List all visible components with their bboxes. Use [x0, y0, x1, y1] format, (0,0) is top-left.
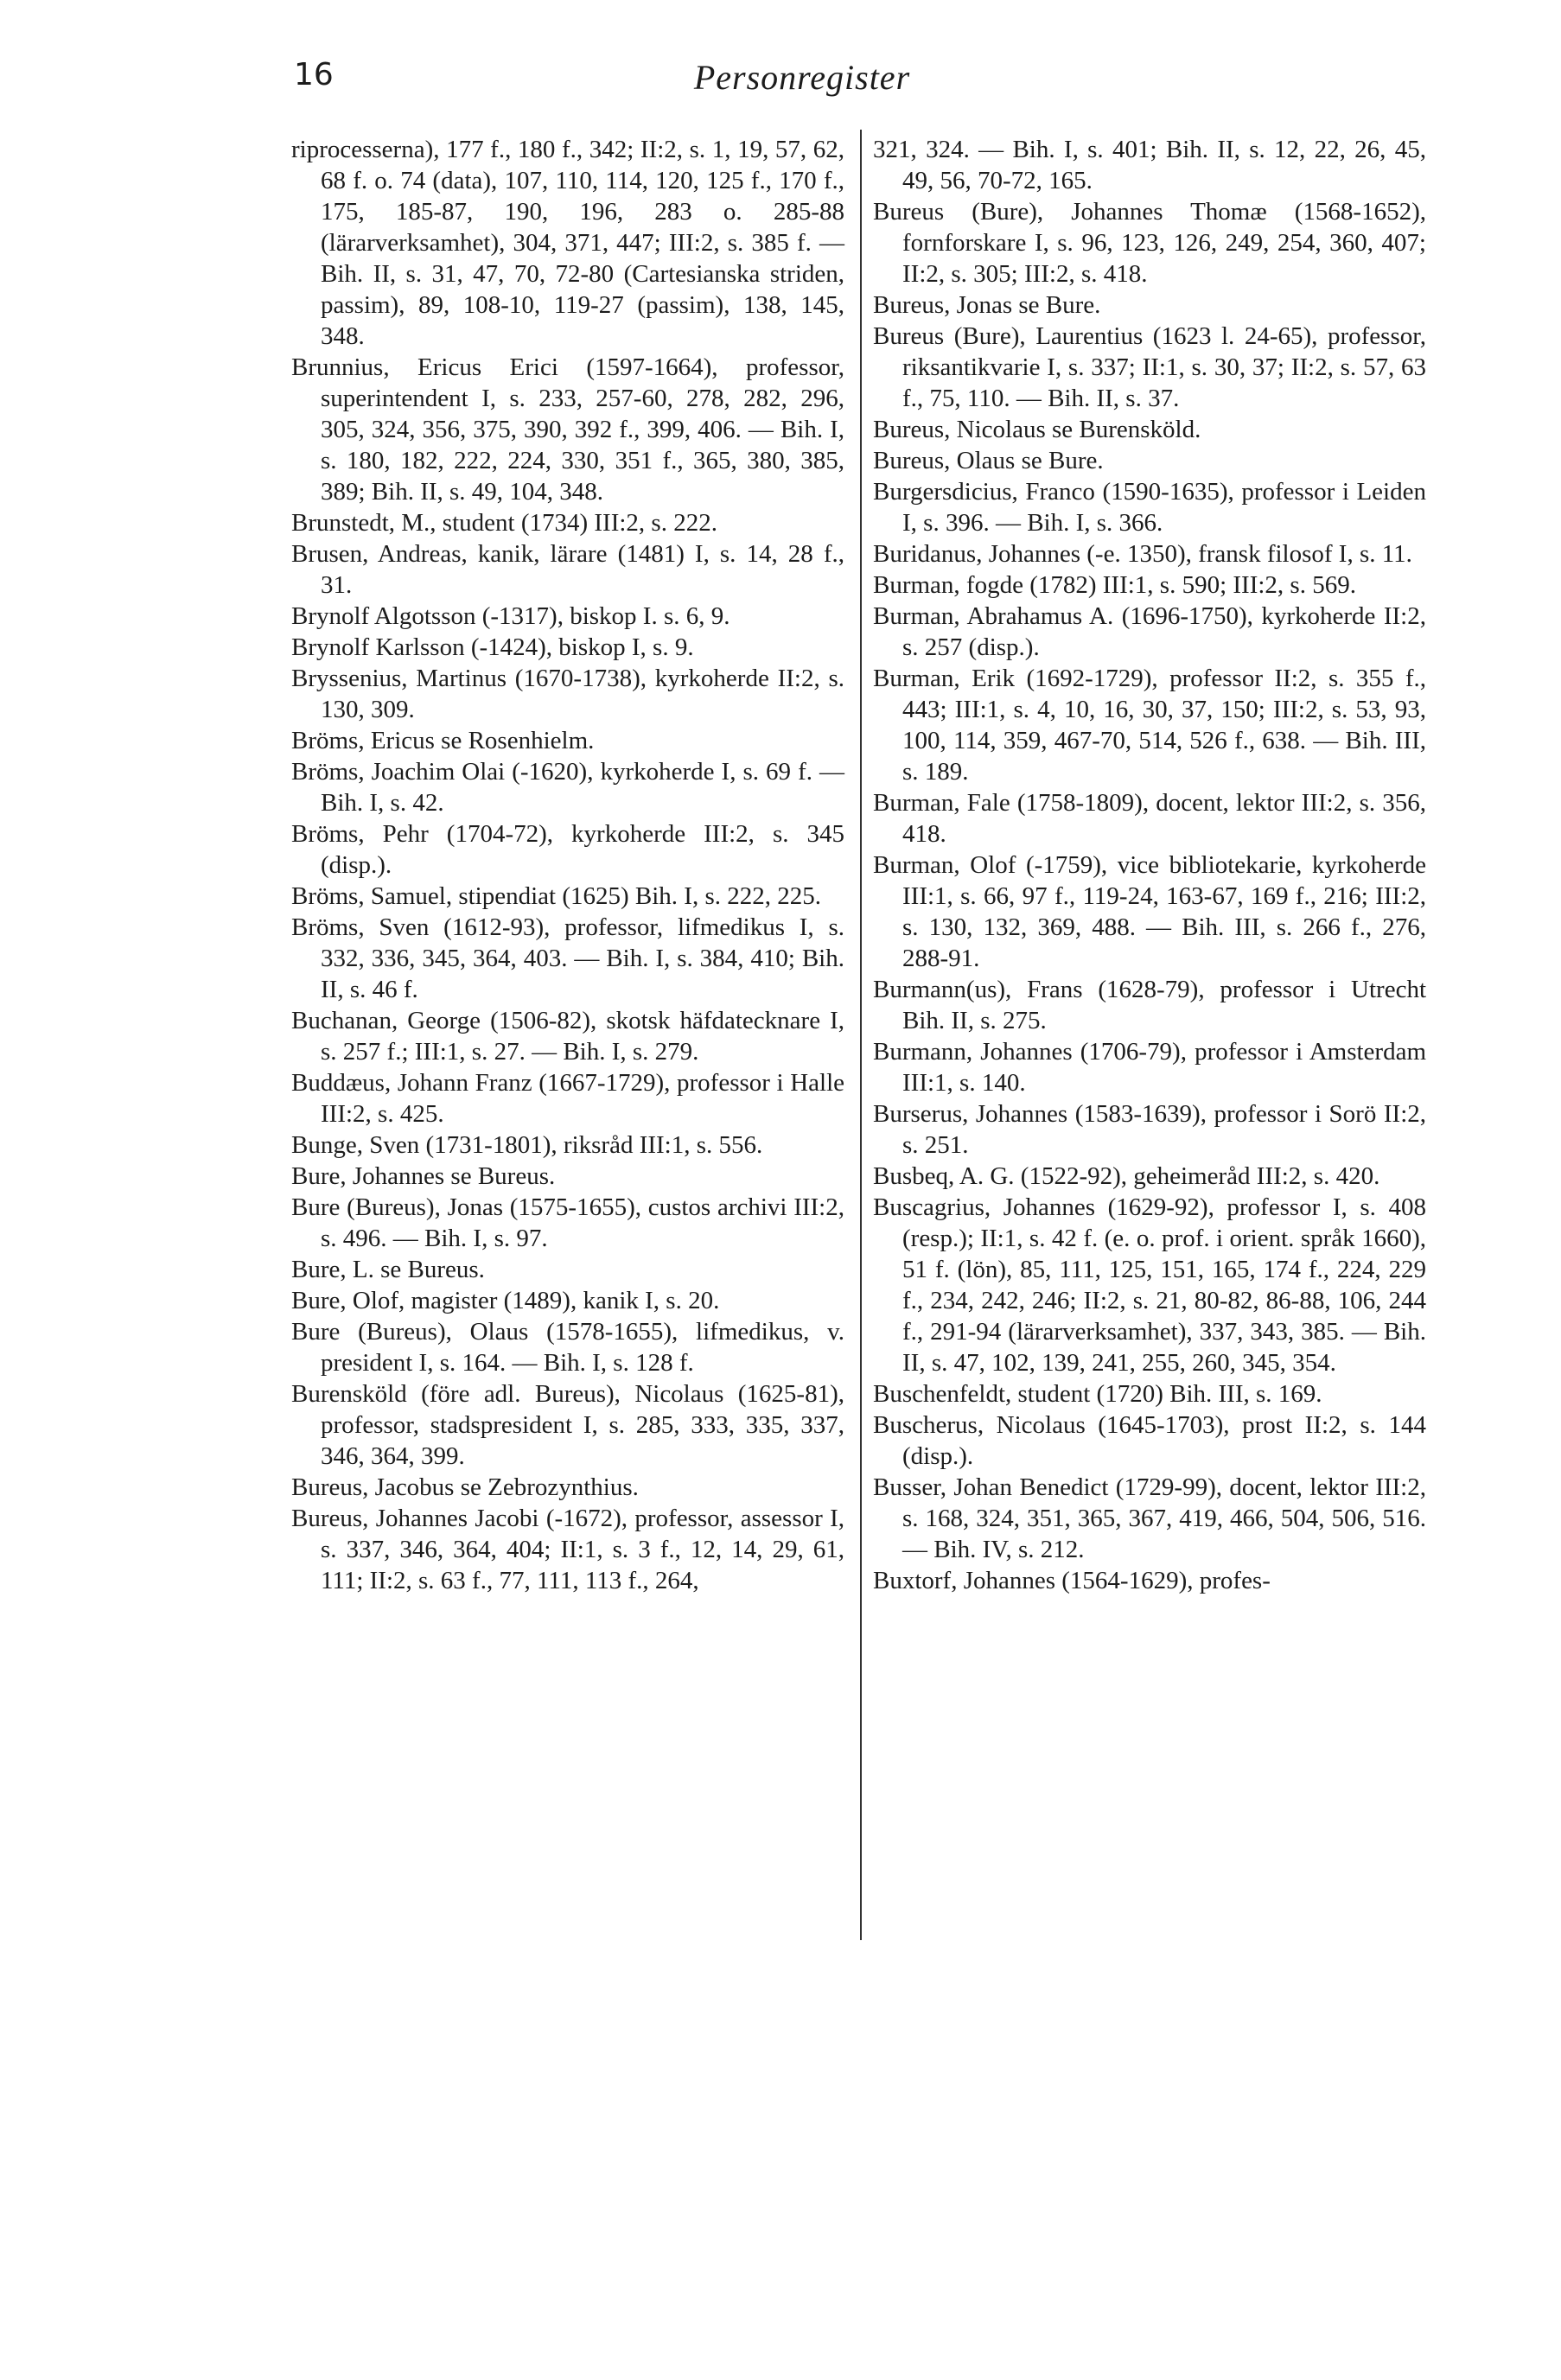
register-entry: Bureus, Jonas se Bure. [873, 291, 1101, 319]
register-entry: Burserus, Johannes (1583-1639), professor i Sorö II:2, s. 251. [873, 1100, 1426, 1159]
register-entry: Brynolf Karlsson (-1424), biskop I, s. 9. [291, 633, 694, 661]
register-entry: Bröms, Sven (1612-93), professor, lifmedikus I, s. 332, 336, 345, 364, 403. — Bih. I, s. 384, 410; Bih. II, s. 46 f. [291, 913, 844, 1003]
register-entry: Bureus, Johannes Jacobi (-1672), professor, assessor I, s. 337, 346, 364, 404; II:1, s. 3 f., 12, 14, 29, 61, 111; II:2, s. 63 f., 77, 111, 113 f., 264, [291, 1505, 844, 1594]
register-entry: Brusen, Andreas, kanik, lärare (1481) I, s. 14, 28 f., 31. [291, 540, 844, 599]
register-entry: Brynolf Algotsson (-1317), biskop I. s. 6, 9. [291, 602, 730, 630]
register-entry: Burman, Abrahamus A. (1696-1750), kyrkoherde II:2, s. 257 (disp.). [873, 602, 1426, 661]
register-entry: riprocesserna), 177 f., 180 f., 342; II:2, s. 1, 19, 57, 62, 68 f. o. 74 (data), 107, 110, 114, 120, 125 f., 170 f., 175, 185-87, 190, 196, 283 o. 285-88 (lärarverksamhet), 304, 371, 447; III:2, s. 385 f. — Bih. II, s. 31, 47, 70, 72-80 (Cartesianska striden, passim), 89, 108-10, 119-27 (passim), 138, 145, 348. [291, 136, 844, 350]
register-entry: Buscagrius, Johannes (1629-92), professor I, s. 408 (resp.); II:1, s. 42 f. (e. o. prof. i orient. språk 1660), 51 f. (lön), 85, 111, 125, 151, 165, 174 f., 224, 229 f., 234, 242, 246; II:2, s. 21, 80-82, 86-88, 106, 244 f., 291-94 (lärarverksamhet), 337, 343, 385. — Bih. II, s. 47, 102, 139, 241, 255, 260, 345, 354. [873, 1193, 1426, 1377]
register-entry: Bureus, Nicolaus se Burensköld. [873, 416, 1201, 443]
register-entry: Bure, L. se Bureus. [291, 1256, 485, 1283]
register-entry: Bure, Olof, magister (1489), kanik I, s. 20. [291, 1287, 720, 1314]
running-title: Personregister [693, 58, 911, 97]
register-entry: Buscherus, Nicolaus (1645-1703), prost II:2, s. 144 (disp.). [873, 1411, 1426, 1470]
left-column [291, 134, 844, 1596]
register-entry: Bröms, Samuel, stipendiat (1625) Bih. I, s. 222, 225. [291, 882, 821, 910]
register-entry: Busbeq, A. G. (1522-92), geheimeråd III:2, s. 420. [873, 1162, 1380, 1190]
register-entry: Bröms, Ericus se Rosenhielm. [291, 727, 595, 754]
register-entry: Buschenfeldt, student (1720) Bih. III, s. 169. [873, 1380, 1322, 1408]
column-divider [860, 130, 862, 1940]
register-entry: Busser, Johan Benedict (1729-99), docent, lektor III:2, s. 168, 324, 351, 365, 367, 419, 466, 504, 506, 516. — Bih. IV, s. 212. [873, 1473, 1426, 1563]
register-entry: Burmann, Johannes (1706-79), professor i Amsterdam III:1, s. 140. [873, 1038, 1426, 1097]
register-entry: Bureus (Bure), Johannes Thomæ (1568-1652), fornforskare I, s. 96, 123, 126, 249, 254, 360, 407; II:2, s. 305; III:2, s. 418. [873, 198, 1426, 288]
register-entry: Burensköld (före adl. Bureus), Nicolaus (1625-81), professor, stadspresident I, s. 285, 333, 335, 337, 346, 364, 399. [291, 1380, 844, 1470]
register-entry: Burman, Olof (-1759), vice bibliotekarie, kyrkoherde III:1, s. 66, 97 f., 119-24, 163-67, 169 f., 216; III:2, s. 130, 132, 369, 488. — Bih. III, s. 266 f., 276, 288-91. [873, 851, 1426, 972]
register-entry: Bureus (Bure), Laurentius (1623 l. 24-65), professor, riksantikvarie I, s. 337; II:1, s. 30, 37; II:2, s. 57, 63 f., 75, 110. — Bih. II, s. 37. [873, 322, 1426, 412]
register-entry: Buxtorf, Johannes (1564-1629), profes- [873, 1567, 1271, 1594]
register-entry: Brunstedt, M., student (1734) III:2, s. 222. [291, 509, 717, 537]
register-entry: Bureus, Olaus se Bure. [873, 447, 1104, 474]
register-entry: Buddæus, Johann Franz (1667-1729), professor i Halle III:2, s. 425. [291, 1069, 844, 1128]
page-number: 16 [294, 57, 334, 92]
register-entry: Bröms, Pehr (1704-72), kyrkoherde III:2, s. 345 (disp.). [291, 820, 844, 879]
register-entry: 321, 324. — Bih. I, s. 401; Bih. II, s. 12, 22, 26, 45, 49, 56, 70-72, 165. [873, 136, 1426, 194]
register-entry: Burman, fogde (1782) III:1, s. 590; III:2, s. 569. [873, 571, 1356, 599]
page-header [294, 57, 1310, 112]
register-entry: Bureus, Jacobus se Zebrozynthius. [291, 1473, 639, 1501]
register-entry: Burman, Erik (1692-1729), professor II:2, s. 355 f., 443; III:1, s. 4, 10, 16, 30, 37, 150; III:2, s. 53, 93, 100, 114, 359, 467-70, 514, 526 f., 638. — Bih. III, s. 189. [873, 665, 1426, 786]
register-entry: Burman, Fale (1758-1809), docent, lektor III:2, s. 356, 418. [873, 789, 1426, 848]
register-entry: Buridanus, Johannes (-e. 1350), fransk filosof I, s. 11. [873, 540, 1412, 568]
register-entry: Brunnius, Ericus Erici (1597-1664), professor, superintendent I, s. 233, 257-60, 278, 282, 296, 305, 324, 356, 375, 390, 392 f., 399, 406. — Bih. I, s. 180, 182, 222, 224, 330, 351 f., 365, 380, 385, 389; Bih. II, s. 49, 104, 348. [291, 353, 844, 506]
register-entry: Bure (Bureus), Jonas (1575-1655), custos archivi III:2, s. 496. — Bih. I, s. 97. [291, 1193, 844, 1252]
register-entry: Buchanan, George (1506-82), skotsk häfdatecknare I, s. 257 f.; III:1, s. 27. — Bih. I, s. 279. [291, 1007, 844, 1066]
register-entry: Burgersdicius, Franco (1590-1635), professor i Leiden I, s. 396. — Bih. I, s. 366. [873, 478, 1426, 537]
register-entry: Bure (Bureus), Olaus (1578-1655), lifmedikus, v. president I, s. 164. — Bih. I, s. 128 f. [291, 1318, 844, 1377]
register-entry: Bunge, Sven (1731-1801), riksråd III:1, s. 556. [291, 1131, 763, 1159]
register-entry: Bryssenius, Martinus (1670-1738), kyrkoherde II:2, s. 130, 309. [291, 665, 844, 723]
right-column [873, 134, 1426, 1596]
register-entry: Burmann(us), Frans (1628-79), professor i Utrecht Bih. II, s. 275. [873, 976, 1426, 1034]
register-entry: Bure, Johannes se Bureus. [291, 1162, 556, 1190]
register-entry: Bröms, Joachim Olai (-1620), kyrkoherde I, s. 69 f. — Bih. I, s. 42. [291, 758, 844, 817]
